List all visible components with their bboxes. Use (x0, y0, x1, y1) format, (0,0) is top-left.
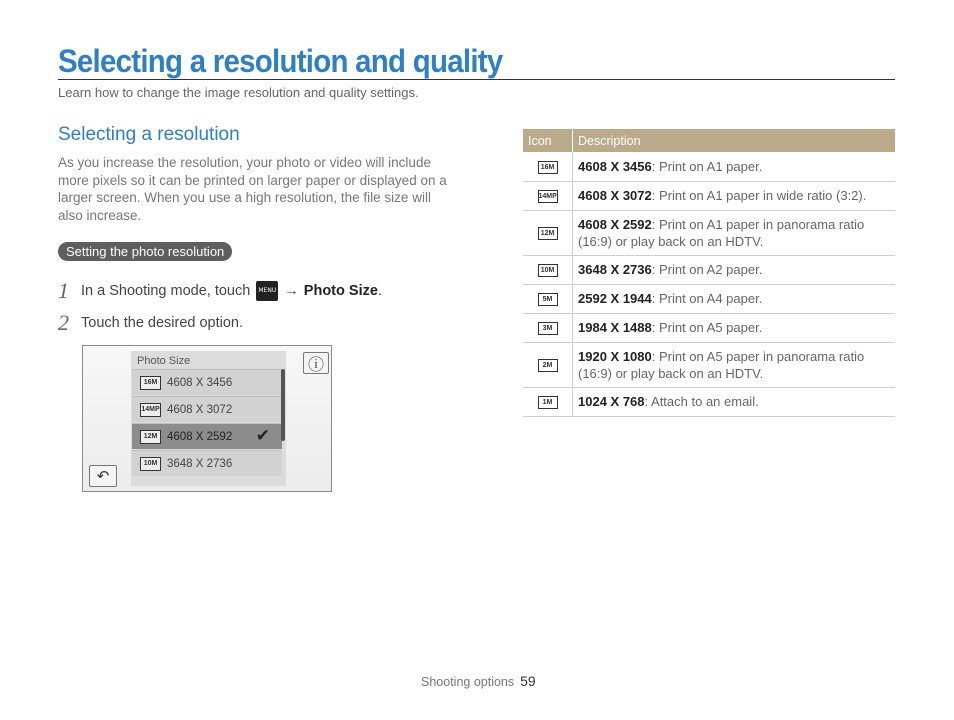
resolution-1m-icon: 1M (538, 396, 558, 409)
column-header-icon: Icon (523, 129, 573, 152)
subheading-pill: Setting the photo resolution (58, 242, 232, 261)
resolution-16m-icon: 16M (538, 161, 558, 174)
title-divider (58, 79, 895, 80)
page-intro: Learn how to change the image resolution and quality settings. (58, 85, 419, 100)
resolution-value: 4608 X 2592 (578, 216, 652, 232)
resolution-value: 4608 X 3072 (578, 188, 652, 203)
description-cell (573, 255, 896, 284)
description-cell (573, 313, 896, 342)
info-icon: ⓘ (307, 356, 324, 374)
description-cell (573, 152, 896, 181)
option-4608x3456[interactable] (132, 369, 282, 395)
page-title: Selecting a resolution and quality (58, 43, 503, 79)
description-cell (573, 342, 896, 387)
table-row (523, 152, 895, 181)
table-row (523, 342, 895, 387)
table-row (523, 210, 895, 255)
resolution-14mp-icon: 14MP (140, 403, 161, 417)
footer-section: Shooting options (421, 675, 515, 689)
icon-cell (523, 387, 573, 416)
table-row (523, 284, 895, 313)
arrow-icon: → (284, 283, 299, 299)
section-title: Selecting a resolution (58, 124, 240, 145)
option-4608x3072[interactable] (132, 396, 282, 422)
resolution-table (523, 129, 895, 417)
resolution-12m-icon: 12M (538, 227, 558, 240)
resolution-value: 2592 X 1944 (578, 291, 652, 306)
option-label: 4608 X 2592 (167, 430, 233, 443)
resolution-14mp-icon: 14MP (538, 190, 558, 203)
option-label: 4608 X 3456 (167, 376, 233, 389)
panel-title: Photo Size (137, 355, 191, 367)
section-body: As you increase the resolution, your photo or video will include more pixels so it can be printed on larger paper or displayed on a larger screen. When you use a high resolution, the file size will also increase. (58, 155, 447, 223)
camera-screen (82, 345, 332, 492)
table-row (523, 387, 895, 416)
icon-cell (523, 255, 573, 284)
resolution-description: : Print on A5 paper in panorama ratio (16:9) or play back on an HDTV. (578, 348, 865, 381)
icon-cell (523, 284, 573, 313)
resolution-5m-icon: 5M (538, 293, 558, 306)
info-button[interactable] (303, 352, 329, 374)
option-3648x2736[interactable] (132, 450, 282, 476)
resolution-description: : Print on A4 paper. (651, 291, 763, 306)
step-1 (58, 278, 382, 304)
scrollbar[interactable] (281, 369, 285, 441)
step-instruction: In a Shooting mode, touch (81, 283, 251, 299)
resolution-value: 3648 X 2736 (578, 262, 652, 277)
step-2 (58, 310, 243, 336)
column-header-description: Description (578, 133, 641, 148)
page-number: 59 (520, 673, 536, 689)
resolution-3m-icon: 3M (538, 322, 558, 335)
option-label: 3648 X 2736 (167, 457, 233, 470)
step-end: . (377, 283, 382, 299)
table-row (523, 181, 895, 210)
resolution-description: : Print on A1 paper. (651, 158, 763, 174)
description-cell (573, 387, 896, 416)
resolution-value: 1984 X 1488 (578, 320, 652, 335)
icon-cell (523, 313, 573, 342)
step-text: Touch the desired option. (81, 315, 244, 331)
resolution-2m-icon: 2M (538, 359, 558, 372)
description-cell (573, 284, 896, 313)
page-footer (421, 673, 536, 689)
resolution-description: : Print on A5 paper. (651, 320, 763, 335)
option-label: 4608 X 3072 (167, 403, 233, 416)
step-text (81, 281, 382, 301)
resolution-10m-icon: 10M (538, 264, 558, 277)
back-arrow-icon: ↶ (96, 468, 110, 485)
icon-cell (523, 342, 573, 387)
menu-key-icon: MENU (256, 281, 278, 301)
description-cell (573, 210, 896, 255)
option-4608x2592[interactable] (132, 423, 282, 449)
resolution-10m-icon: 10M (140, 457, 161, 471)
description-cell (573, 181, 896, 210)
table-header-row (523, 129, 895, 152)
icon-cell (523, 181, 573, 210)
icon-cell (523, 210, 573, 255)
checkmark-icon: ✔ (255, 426, 270, 445)
resolution-description: : Print on A1 paper in wide ratio (3:2). (651, 188, 867, 203)
table-row (523, 313, 895, 342)
resolution-value: 1920 X 1080 (578, 348, 652, 364)
resolution-description: : Attach to an email. (644, 394, 759, 409)
resolution-description: : Print on A2 paper. (651, 262, 763, 277)
step-number: 2 (58, 310, 69, 335)
resolution-16m-icon: 16M (140, 376, 161, 390)
photo-size-panel (131, 351, 286, 486)
table-row (523, 255, 895, 284)
resolution-12m-icon: 12M (140, 430, 161, 444)
resolution-value: 4608 X 3456 (578, 158, 652, 174)
step-number: 1 (58, 278, 69, 303)
icon-cell (523, 152, 573, 181)
resolution-description: : Print on A1 paper in panorama ratio (16:9) or play back on an HDTV. (578, 216, 865, 249)
back-button[interactable] (89, 465, 117, 487)
resolution-value: 1024 X 768 (578, 394, 645, 409)
step-target: Photo Size (303, 283, 378, 299)
